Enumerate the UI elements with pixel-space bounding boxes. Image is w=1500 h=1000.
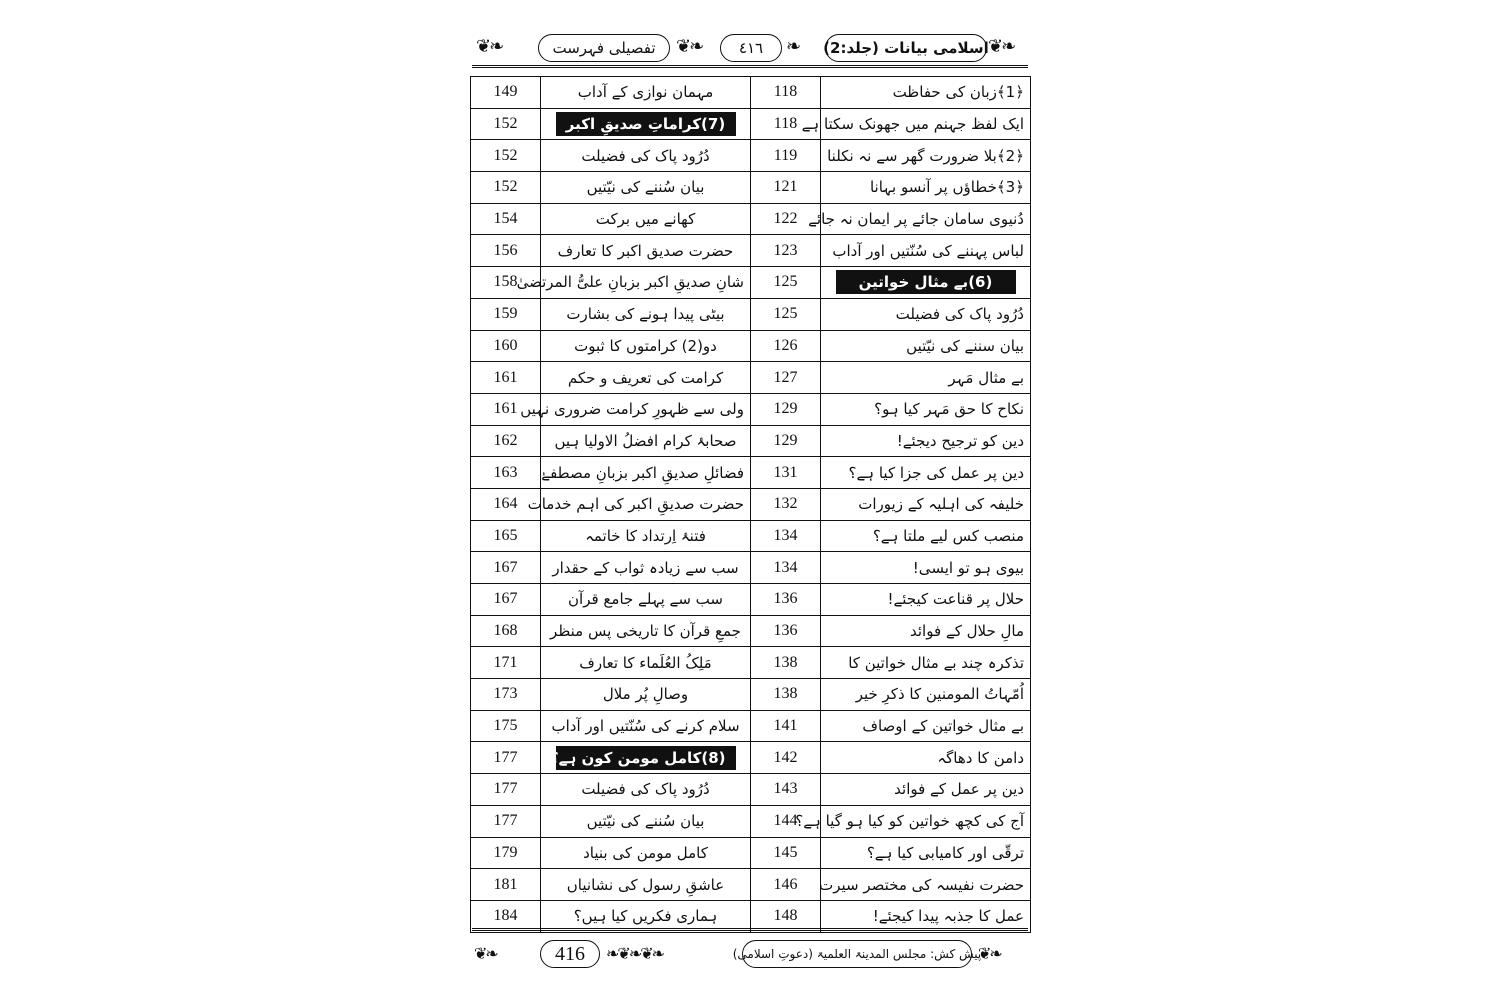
toc-entry-title: بیان سننے کی نیّتیں <box>821 330 1031 362</box>
toc-page-number: 148 <box>751 900 821 932</box>
table-row <box>471 615 1031 647</box>
toc-chapter-cell <box>821 267 1031 299</box>
toc-entry-title: لباس پہننے کی سُنّتیں اور آداب <box>821 235 1031 267</box>
footer-rule <box>472 928 1028 931</box>
table-row <box>471 679 1031 711</box>
table-row <box>471 298 1031 330</box>
table-row <box>471 837 1031 869</box>
table-row <box>471 742 1031 774</box>
toc-entry-title: کامل مومن کی بنیاد <box>541 837 751 869</box>
toc-page-number: 158 <box>471 267 541 299</box>
toc-entry-title: بے مثال خواتین کے اوصاف <box>821 710 1031 742</box>
toc-page-number: 121 <box>751 172 821 204</box>
toc-page-number: 141 <box>751 710 821 742</box>
toc-page-number: 177 <box>471 742 541 774</box>
page-footer <box>470 928 1030 972</box>
toc-entry-title: مہمان نوازی کے آداب <box>541 77 751 109</box>
toc-entry-title: ترقّی اور کامیابی کیا ہے؟ <box>821 837 1031 869</box>
toc-entry-title: دین پر عمل کی جزا کیا ہے؟ <box>821 457 1031 489</box>
toc-page-number: 127 <box>751 362 821 394</box>
toc-entry-title: ایک لفظ جہنم میں جھونک سکتا ہے <box>821 108 1031 140</box>
toc-page-number: 181 <box>471 869 541 901</box>
table-row <box>471 425 1031 457</box>
toc-entry-title: بیان سُننے کی نیّتیں <box>541 805 751 837</box>
toc-entry-title: دامن کا دھاگہ <box>821 742 1031 774</box>
floral-ornament-icon: ❦❧ <box>474 944 497 963</box>
toc-entry-title: شانِ صدیقِ اکبر بزبانِ علیُّ المرتضیٰ <box>541 267 751 299</box>
header-rule <box>472 65 1028 68</box>
toc-entry-title: تذکرہ چند بے مثال خواتین کا <box>821 647 1031 679</box>
toc-page-number: 145 <box>751 837 821 869</box>
toc-entry-title: دُرُود پاک کی فضیلت <box>821 298 1031 330</box>
toc-entry-title: ﴿2﴾بلا ضرورت گھر سے نہ نکلنا <box>821 140 1031 172</box>
toc-page-number: 136 <box>751 584 821 616</box>
toc-page-number: 168 <box>471 615 541 647</box>
toc-page-number: 143 <box>751 774 821 806</box>
toc-page-number: 134 <box>751 552 821 584</box>
toc-entry-title: سب سے پہلے جامع قرآن <box>541 584 751 616</box>
toc-entry-title: حضرت صدیق اکبر کا تعارف <box>541 235 751 267</box>
toc-entry-title: حلال پر قناعت کیجئے! <box>821 584 1031 616</box>
toc-page-number: 175 <box>471 710 541 742</box>
toc-page-number: 125 <box>751 267 821 299</box>
toc-entry-title: حضرت نفیسہ کی مختصر سیرت <box>821 869 1031 901</box>
toc-chapter-cell <box>541 742 751 774</box>
toc-entry-title: فضائلِ صدیقِ اکبر بزبانِ مصطفےٰ <box>541 457 751 489</box>
toc-entry-title: ﴿3﴾خطاؤں پر آنسو بہانا <box>821 172 1031 204</box>
toc-page-number: 167 <box>471 584 541 616</box>
toc-page-number: 164 <box>471 488 541 520</box>
toc-page-number: 165 <box>471 520 541 552</box>
toc-entry-title: دین پر عمل کے فوائد <box>821 774 1031 806</box>
toc-page-number: 179 <box>471 837 541 869</box>
toc-page-number: 173 <box>471 679 541 711</box>
toc-page-number: 132 <box>751 488 821 520</box>
toc-entry-title: عاشقِ رسول کی نشانیاں <box>541 869 751 901</box>
toc-entry-title: منصب کس لیے ملتا ہے؟ <box>821 520 1031 552</box>
toc-entry-title: کرامت کی تعریف و حکم <box>541 362 751 394</box>
table-of-contents <box>470 76 1031 933</box>
floral-ornament-icon: ❦❧ <box>676 36 703 57</box>
toc-entry-title: عمل کا جذبہ پیدا کیجئے! <box>821 900 1031 932</box>
toc-entry-title: فتنۂ اِرتداد کا خاتمہ <box>541 520 751 552</box>
toc-page-number: 171 <box>471 647 541 679</box>
table-row <box>471 552 1031 584</box>
table-row <box>471 520 1031 552</box>
toc-page-number: 146 <box>751 869 821 901</box>
floral-ornament-icon: ❧ <box>786 36 800 57</box>
chapter-heading: (7)کراماتِ صدیقِ اکبر <box>556 112 736 136</box>
toc-entry-title: سب سے زیادہ ثواب کے حقدار <box>541 552 751 584</box>
toc-chapter-cell <box>541 108 751 140</box>
table-row <box>471 108 1031 140</box>
toc-page-number: 118 <box>751 108 821 140</box>
toc-page-number: 160 <box>471 330 541 362</box>
page-header <box>470 28 1030 68</box>
toc-page-number: 156 <box>471 235 541 267</box>
toc-entry-title: بیان سُننے کی نیّتیں <box>541 172 751 204</box>
table-row <box>471 805 1031 837</box>
toc-page-number: 126 <box>751 330 821 362</box>
toc-entry-title: دُنیوی سامان جائے پر ایمان نہ جائے <box>821 203 1031 235</box>
toc-entry-title: صحابۂ کرام افضلُ الاولیا ہیں <box>541 425 751 457</box>
toc-entry-title: بے مثال مَہر <box>821 362 1031 394</box>
table-row <box>471 710 1031 742</box>
toc-page-number: 136 <box>751 615 821 647</box>
floral-ornament-icon: ❧❦❧❦❧ <box>606 944 664 963</box>
toc-entry-title: اُمّہاتُ المومنین کا ذکرِ خیر <box>821 679 1031 711</box>
toc-entry-title: دُرُود پاک کی فضیلت <box>541 140 751 172</box>
floral-ornament-icon: ❦❧ <box>476 36 503 57</box>
toc-page-number: 154 <box>471 203 541 235</box>
toc-entry-title: ﴿1﴾زبان کی حفاظت <box>821 77 1031 109</box>
toc-entry-title: دو(2) کرامتوں کا ثبوت <box>541 330 751 362</box>
toc-page-number: 142 <box>751 742 821 774</box>
toc-page-number: 123 <box>751 235 821 267</box>
toc-entry-title: جمعِ قرآن کا تاریخی پس منظر <box>541 615 751 647</box>
toc-page-number: 177 <box>471 805 541 837</box>
toc-entry-title: وصالِ پُر ملال <box>541 679 751 711</box>
toc-entry-title: ولی سے ظہورِ کرامت ضروری نہیں <box>541 393 751 425</box>
toc-entry-title: ہماری فکریں کیا ہیں؟ <box>541 900 751 932</box>
toc-entry-title: خلیفہ کی اہلیہ کے زیورات <box>821 488 1031 520</box>
table-row <box>471 457 1031 489</box>
document-page <box>470 28 1030 978</box>
toc-page-number: 152 <box>471 172 541 204</box>
toc-page-number: 161 <box>471 362 541 394</box>
toc-page-number: 149 <box>471 77 541 109</box>
section-title: تفصیلی فہرست <box>538 34 670 62</box>
table-row <box>471 140 1031 172</box>
floral-ornament-icon: ❦❧ <box>988 36 1015 57</box>
toc-page-number: 161 <box>471 393 541 425</box>
table-row <box>471 203 1031 235</box>
table-row <box>471 362 1031 394</box>
toc-page-number: 129 <box>751 393 821 425</box>
toc-page-number: 162 <box>471 425 541 457</box>
toc-page-number: 152 <box>471 108 541 140</box>
toc-entry-title: حضرت صدیقِ اکبر کی اہم خدمات <box>541 488 751 520</box>
toc-page-number: 163 <box>471 457 541 489</box>
header-page-number: ٤١٦ <box>720 34 782 62</box>
toc-entry-title: بیوی ہو تو ایسی! <box>821 552 1031 584</box>
toc-page-number: 177 <box>471 774 541 806</box>
toc-page-number: 159 <box>471 298 541 330</box>
toc-page-number: 125 <box>751 298 821 330</box>
toc-page-number: 152 <box>471 140 541 172</box>
table-row <box>471 172 1031 204</box>
table-row <box>471 330 1031 362</box>
chapter-heading: (8)کامل مومن کون ہے؟ <box>556 746 736 770</box>
floral-ornament-icon: ❦❧ <box>978 944 1001 963</box>
table-row <box>471 393 1031 425</box>
toc-page-number: 138 <box>751 679 821 711</box>
publisher-credit: پیش کش: مجلس المدینۃ العلمیۃ (دعوتِ اسلامی) <box>742 940 972 968</box>
toc-entry-title: مَلِکُ العُلَماء کا تعارف <box>541 647 751 679</box>
table-row <box>471 647 1031 679</box>
toc-page-number: 134 <box>751 520 821 552</box>
footer-page-number: 416 <box>540 940 600 968</box>
table-row <box>471 235 1031 267</box>
toc-entry-title: دین کو ترجیح دیجئے! <box>821 425 1031 457</box>
toc-page-number: 138 <box>751 647 821 679</box>
table-row <box>471 267 1031 299</box>
toc-entry-title: نکاح کا حق مَہر کیا ہو؟ <box>821 393 1031 425</box>
toc-page-number: 184 <box>471 900 541 932</box>
toc-entry-title: سلام کرنے کی سُنّتیں اور آداب <box>541 710 751 742</box>
toc-page-number: 131 <box>751 457 821 489</box>
toc-page-number: 144 <box>751 805 821 837</box>
toc-entry-title: کھانے میں برکت <box>541 203 751 235</box>
chapter-heading: (6)بے مثال خواتین <box>836 270 1016 294</box>
toc-entry-title: آج کی کچھ خواتین کو کیا ہو گیا ہے؟ <box>821 805 1031 837</box>
toc-page-number: 119 <box>751 140 821 172</box>
table-row <box>471 77 1031 109</box>
toc-entry-title: دُرُود پاک کی فضیلت <box>541 774 751 806</box>
toc-entry-title: بیٹی پیدا ہونے کی بشارت <box>541 298 751 330</box>
table-row <box>471 488 1031 520</box>
table-row <box>471 774 1031 806</box>
table-row <box>471 869 1031 901</box>
table-row <box>471 584 1031 616</box>
toc-page-number: 122 <box>751 203 821 235</box>
toc-entry-title: مالِ حلال کے فوائد <box>821 615 1031 647</box>
toc-page-number: 129 <box>751 425 821 457</box>
toc-page-number: 118 <box>751 77 821 109</box>
toc-page-number: 167 <box>471 552 541 584</box>
book-title: اسلامی بیانات (جلد:2) <box>825 34 987 62</box>
